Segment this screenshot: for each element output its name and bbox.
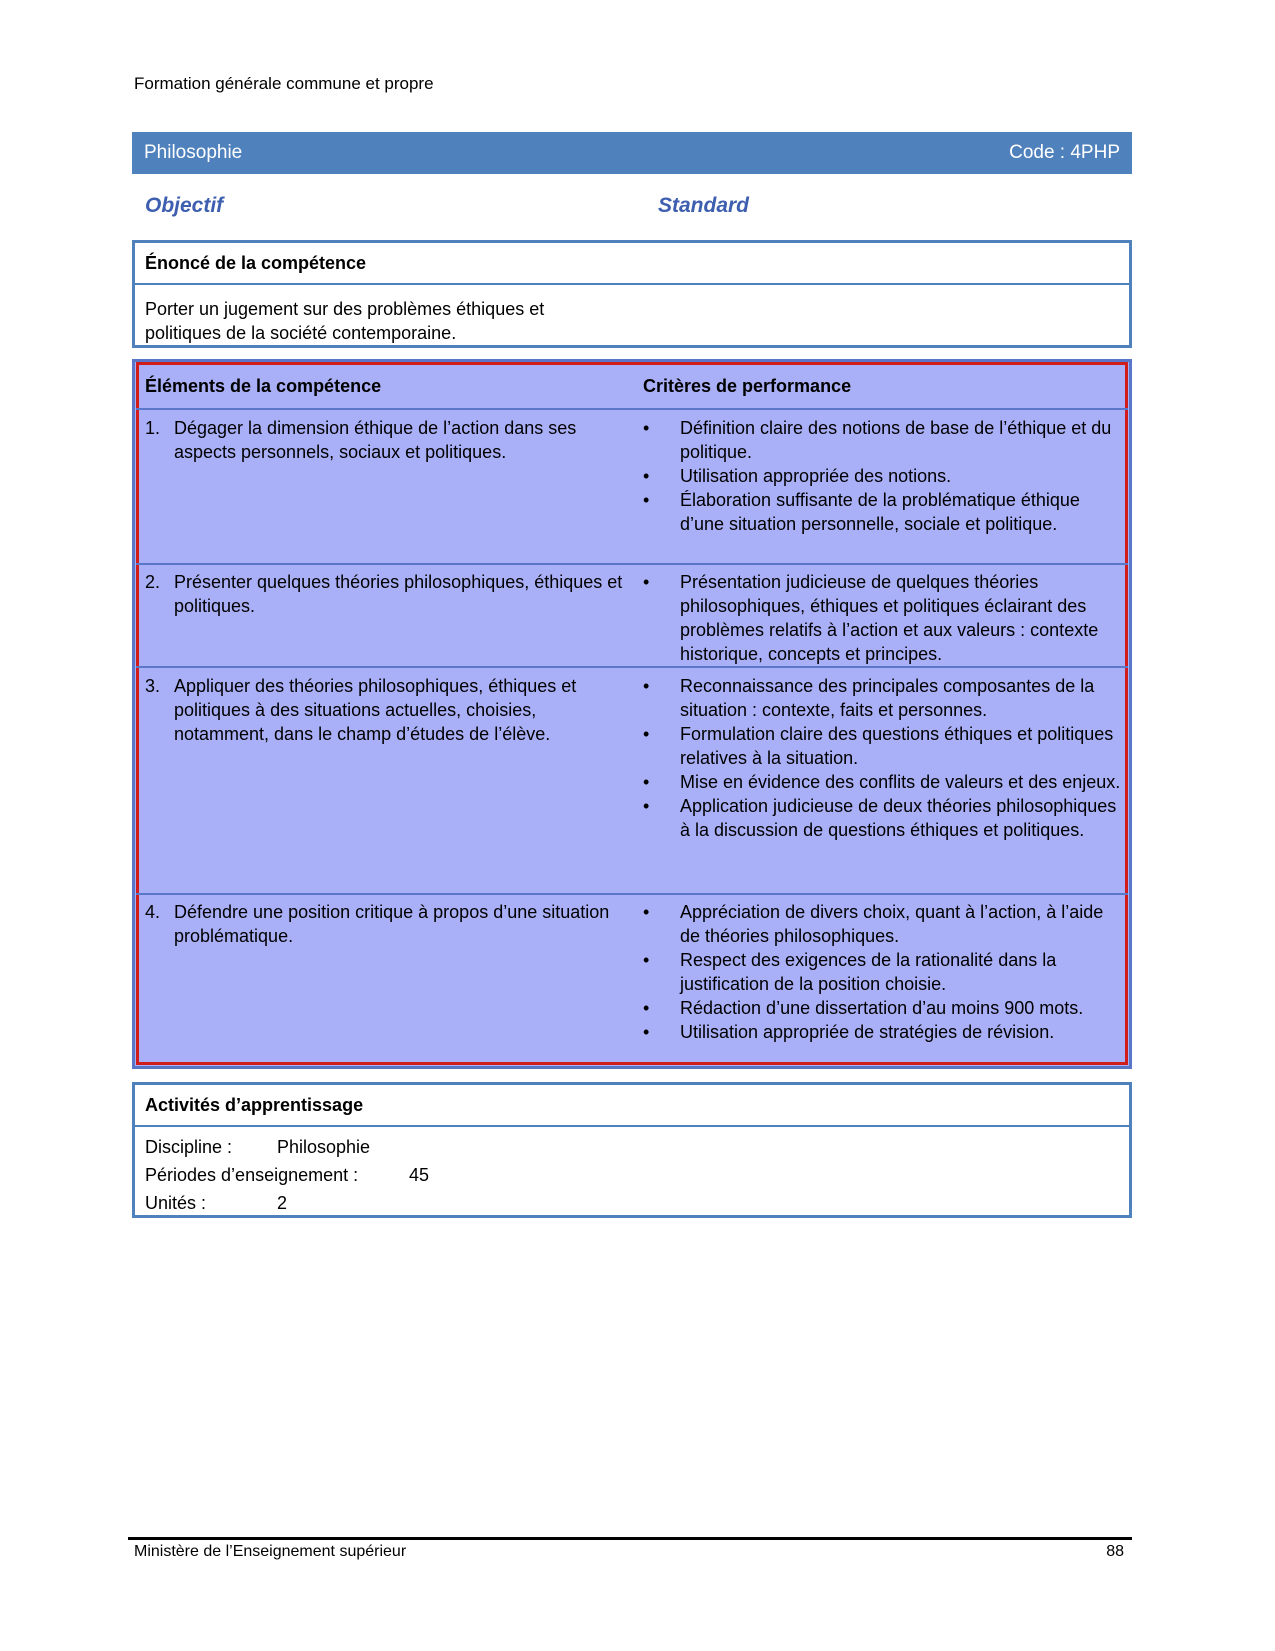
criterion-item xyxy=(643,996,1123,1020)
periods-value: 45 xyxy=(409,1165,430,1185)
bullet-icon: • xyxy=(643,998,650,1018)
activities-body xyxy=(135,1127,1129,1223)
criterion-text: Définition claire des notions de base de l’éthique et du politique. xyxy=(680,418,1112,462)
criterion-text: Respect des exigences de la rationalité dans la justification de la position choisie. xyxy=(680,950,1057,994)
criterion-item xyxy=(643,570,1123,666)
bullet-icon: • xyxy=(643,950,650,970)
bullet-icon: • xyxy=(643,490,650,510)
discipline-value: Philosophie xyxy=(277,1137,371,1157)
bullet-icon: • xyxy=(643,572,650,592)
periods-line xyxy=(145,1161,1119,1189)
standard-label: Standard xyxy=(658,194,750,217)
subject-title: Philosophie xyxy=(144,142,243,163)
bullet-icon: • xyxy=(643,1022,650,1042)
competence-heading: Énoncé de la compétence xyxy=(135,243,1129,285)
bullet-icon: • xyxy=(643,902,650,922)
row-divider xyxy=(136,563,1128,565)
row-divider xyxy=(136,408,1128,410)
criterion-text: Présentation judicieuse de quelques théories philosophiques, éthiques et politiques éclairant des problèmes relatifs à l’action et aux valeurs : contexte historique, concepts et principes. xyxy=(680,572,1099,664)
footer-ministry: Ministère de l’Enseignement supérieur xyxy=(134,1543,407,1560)
bullet-icon: • xyxy=(643,418,650,438)
bullet-icon: • xyxy=(643,676,650,696)
discipline-label: Discipline : xyxy=(145,1137,233,1157)
element-number: 3. xyxy=(145,676,161,696)
criterion-item xyxy=(643,464,1123,488)
criterion-text: Rédaction d’une dissertation d’au moins 900 mots. xyxy=(680,998,1084,1018)
bullet-icon: • xyxy=(643,724,650,744)
criterion-text: Mise en évidence des conflits de valeurs et des enjeux. xyxy=(680,772,1121,792)
criteria-cell xyxy=(643,900,1123,1044)
criterion-item xyxy=(643,900,1123,948)
units-value: 2 xyxy=(277,1193,288,1213)
col-header-criteria: Critères de performance xyxy=(643,376,852,396)
activities-heading: Activités d’apprentissage xyxy=(135,1085,1129,1127)
competence-statement-line: Porter un jugement sur des problèmes éthiques et xyxy=(145,299,545,319)
footer-rule xyxy=(128,1537,1132,1540)
learning-activities-box xyxy=(132,1082,1132,1218)
bullet-icon: • xyxy=(643,796,650,816)
criterion-item xyxy=(643,416,1123,464)
criterion-item xyxy=(643,794,1123,842)
criterion-item xyxy=(643,1020,1123,1044)
discipline-line xyxy=(145,1133,1119,1161)
units-label: Unités : xyxy=(145,1193,207,1213)
element-number: 4. xyxy=(145,902,161,922)
element-text: Appliquer des théories philosophiques, éthiques et politiques à des situations actuelles, choisies, notamment, dans le champ d’études de l’élève. xyxy=(174,676,577,744)
criterion-text: Application judicieuse de deux théories philosophiques à la discussion de questions éthiques et politiques. xyxy=(680,796,1117,840)
page-number: 88 xyxy=(1106,1543,1124,1560)
element-text: Présenter quelques théories philosophiques, éthiques et politiques. xyxy=(174,572,623,616)
criterion-item xyxy=(643,948,1123,996)
element-number: 2. xyxy=(145,572,161,592)
course-code: Code : 4PHP xyxy=(1009,142,1120,163)
criterion-text: Utilisation appropriée des notions. xyxy=(680,466,952,486)
element-text: Défendre une position critique à propos d’une situation problématique. xyxy=(174,902,610,946)
element-number: 1. xyxy=(145,418,161,438)
periods-label: Périodes d’enseignement : xyxy=(145,1165,359,1185)
program-header: Formation générale commune et propre xyxy=(134,74,434,93)
competence-statement-box xyxy=(132,240,1132,348)
criteria-cell xyxy=(643,570,1123,666)
page-footer xyxy=(134,1543,1124,1561)
criterion-text: Utilisation appropriée de stratégies de révision. xyxy=(680,1022,1055,1042)
criteria-cell xyxy=(643,674,1123,842)
competence-statement xyxy=(135,285,1129,351)
criterion-item xyxy=(643,488,1123,536)
criterion-text: Élaboration suffisante de la problématique éthique d’une situation personnelle, sociale et politique. xyxy=(680,490,1080,534)
criterion-text: Reconnaissance des principales composantes de la situation : contexte, faits et personnes. xyxy=(680,676,1095,720)
bullet-icon: • xyxy=(643,466,650,486)
col-header-elements: Éléments de la compétence xyxy=(145,376,382,396)
criteria-cell xyxy=(643,416,1123,536)
objective-label: Objectif xyxy=(145,194,224,217)
element-text: Dégager la dimension éthique de l’action dans ses aspects personnels, sociaux et politiques. xyxy=(174,418,577,462)
bullet-icon: • xyxy=(643,772,650,792)
row-divider xyxy=(136,666,1128,668)
row-divider xyxy=(136,893,1128,895)
criterion-text: Appréciation de divers choix, quant à l’action, à l’aide de théories philosophiques. xyxy=(680,902,1104,946)
criterion-item xyxy=(643,674,1123,722)
competence-statement-line: politiques de la société contemporaine. xyxy=(145,323,457,343)
subject-title-bar xyxy=(132,132,1132,174)
criterion-item xyxy=(643,770,1123,794)
criterion-text: Formulation claire des questions éthiques et politiques relatives à la situation. xyxy=(680,724,1114,768)
criterion-item xyxy=(643,722,1123,770)
units-line xyxy=(145,1189,1119,1217)
